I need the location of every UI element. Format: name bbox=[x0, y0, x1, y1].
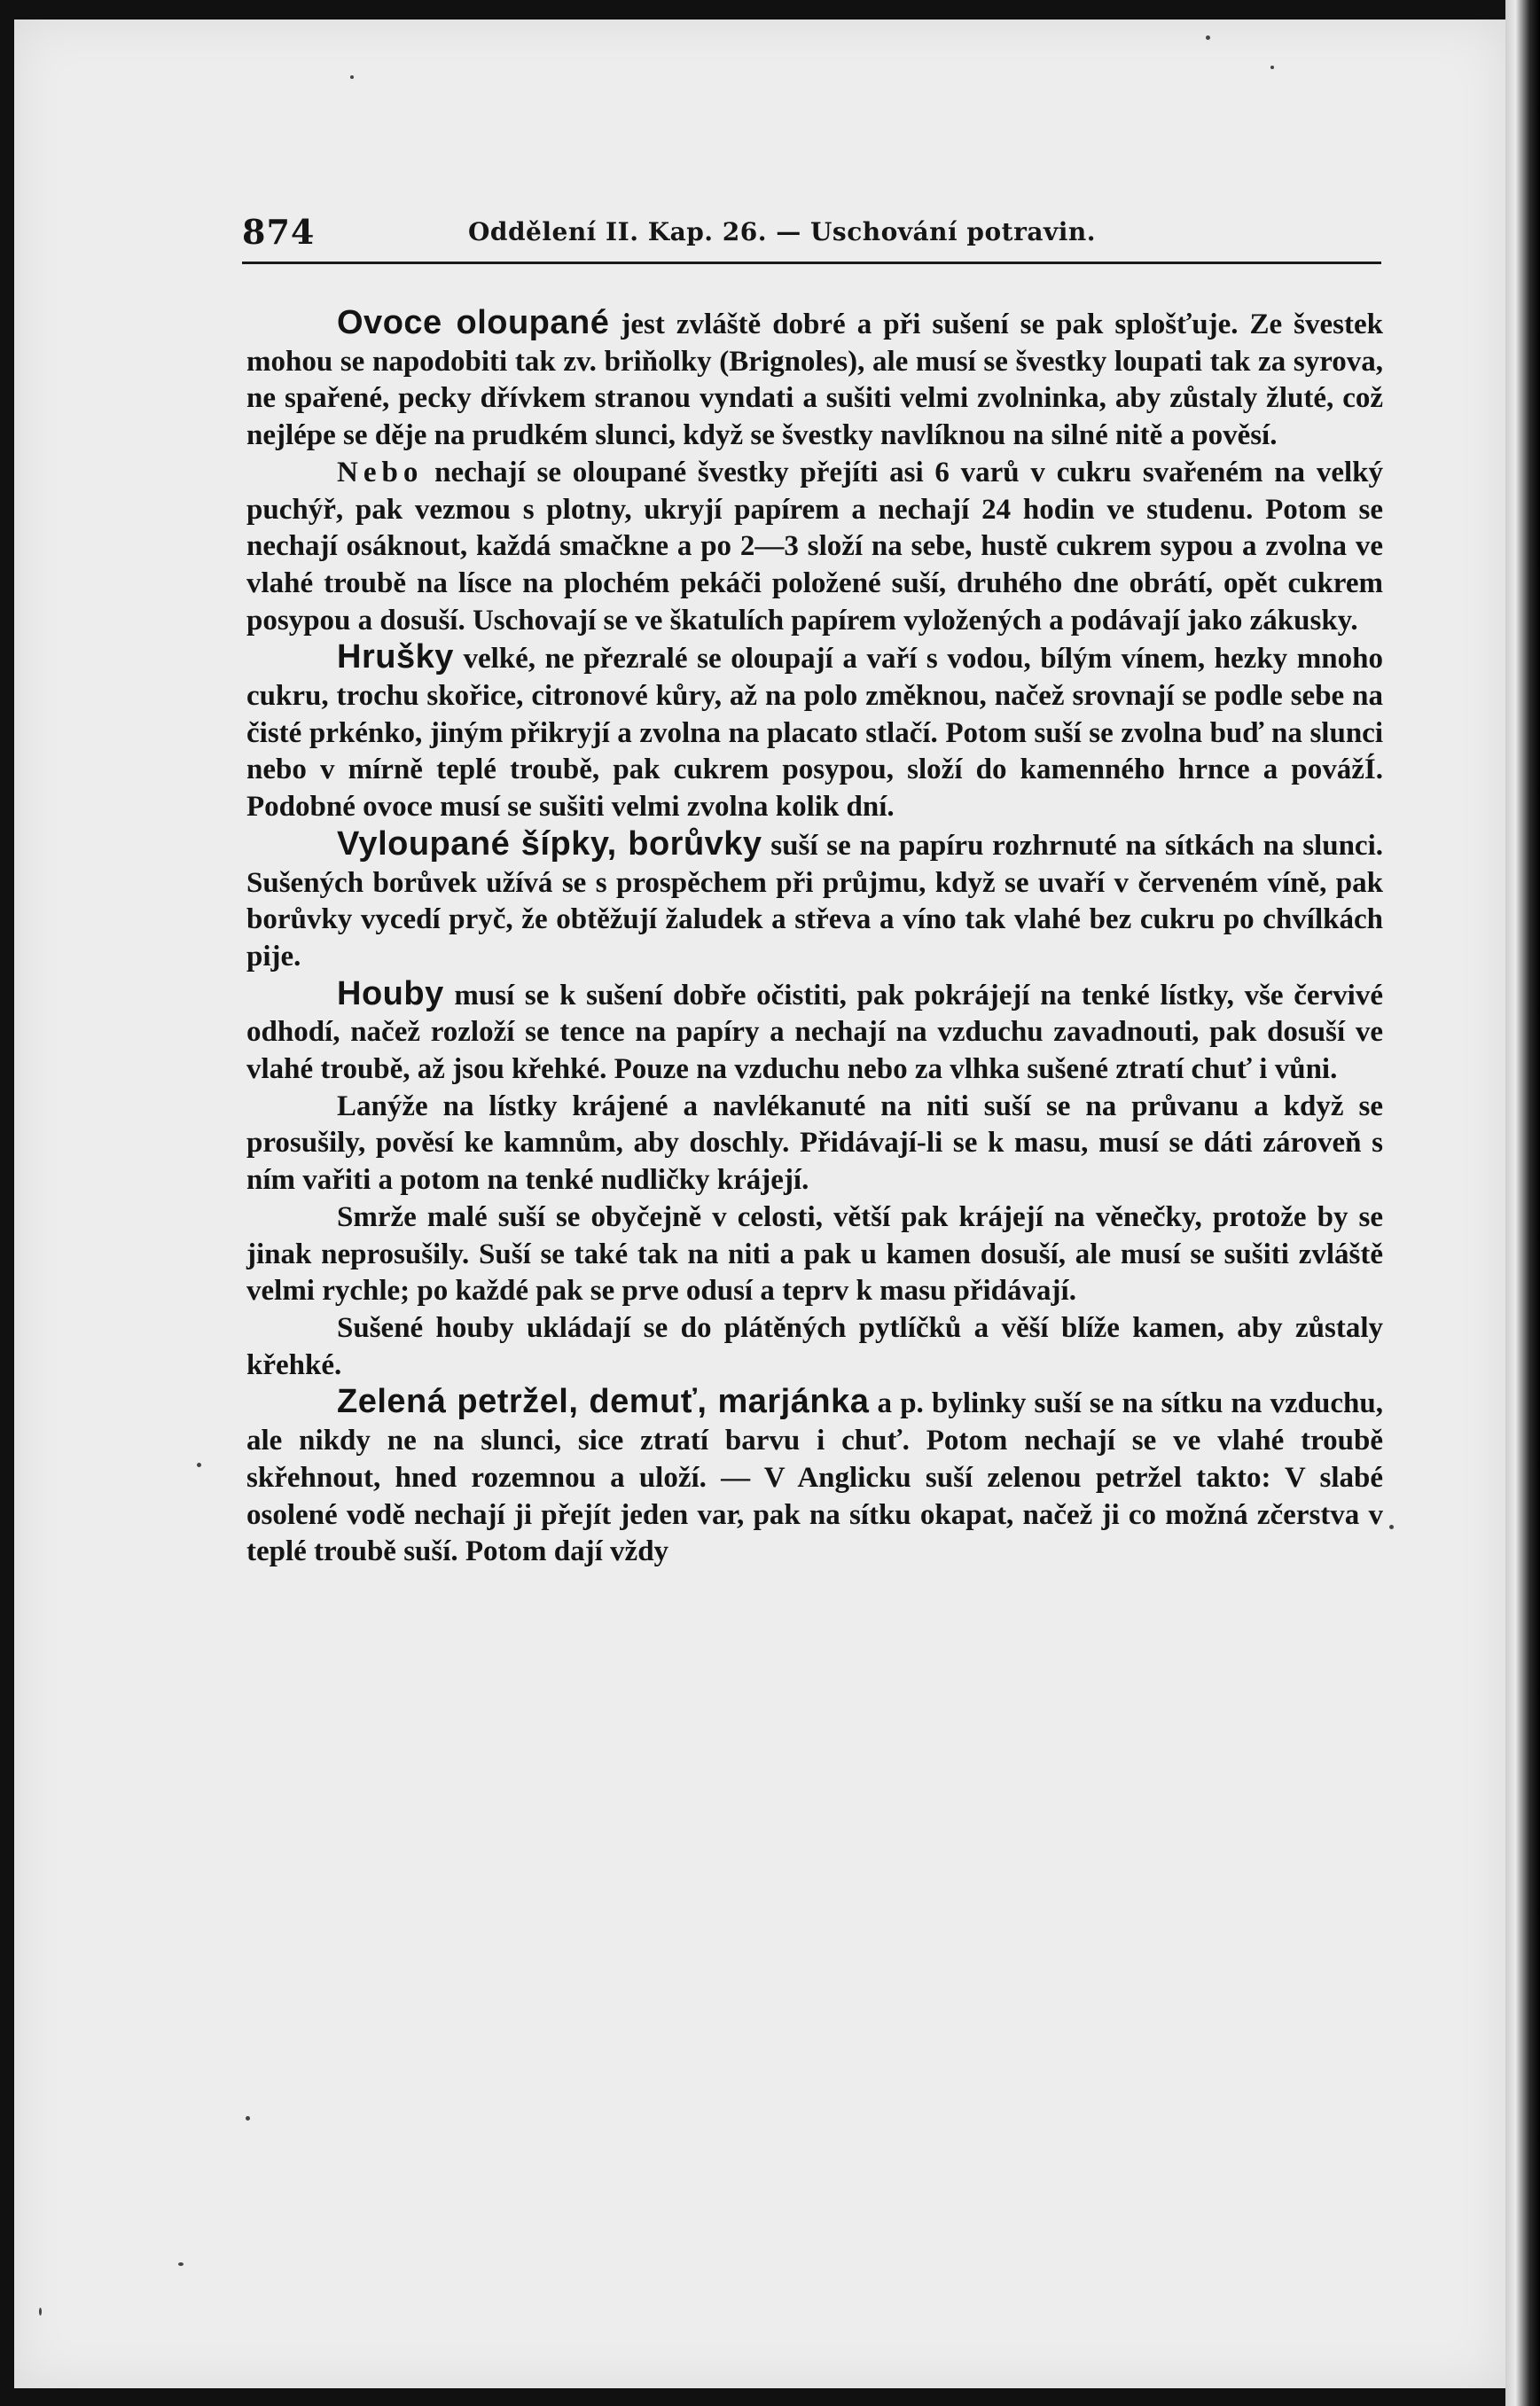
paragraph bbox=[246, 826, 1383, 976]
paragraph bbox=[246, 639, 1383, 826]
paragraph-text: Lanýže na lístky krájené a navlékanuté na niti suší se na průvanu a když se prosušily, pověsí ke kamnům, aby doschly. Přidávají-li se k masu, musí se dáti zároveň s ním vařiti a potom na tenké nudličky krájejí. bbox=[246, 1090, 1383, 1197]
scan-speck bbox=[1389, 1525, 1394, 1529]
paragraph bbox=[246, 1199, 1383, 1310]
paragraph-lead: Nebo bbox=[337, 456, 424, 488]
paragraph-lead: Hrušky bbox=[337, 638, 454, 676]
scan-speck bbox=[1270, 66, 1274, 69]
paragraph-lead: Ovoce oloupané bbox=[337, 304, 610, 341]
paragraph bbox=[246, 1089, 1383, 1199]
paragraph-text: jest zvláště dobré a při sušení se pak splošťuje. Ze švestek mohou se napodobiti tak zv. briňolky (Brignoles), ale musí se švestky loupati tak za syrova, ne spařené, pecky dřívkem stranou vyndati a sušiti velmi zvolninka, aby zůstaly žluté, což nejlépe se děje na prudkém slunci, když se švestky navlíknou na silné nitě a pověsí. bbox=[246, 309, 1383, 452]
paragraph-lead: Vyloupané šípky, borůvky bbox=[337, 824, 762, 863]
paragraph-text: velké, ne přezralé se oloupají a vaří s vodou, bílým vínem, hezky mnoho cukru, trochu skořice, citronové kůry, až na polo změknou, načež srovnají se podle sebe na čisté prkénko, jiným přikryjí a zvolna na placato stlačí. Potom suší se zvolna buď na slunci nebo v mírně teplé troubě, pak cukrem posypou, složí do kamenného hrnce a povážÍ. Podobné ovoce musí se sušiti velmi zvolna kolik dní. bbox=[246, 643, 1383, 824]
paragraph bbox=[246, 455, 1383, 640]
paragraph-text: Sušené houby ukládají se do plátěných pytlíčků a věší blíže kamen, aby zůstaly křehké. bbox=[246, 1311, 1383, 1381]
running-head: Oddělení II. Kap. 26. — Uschování potravin. bbox=[468, 217, 1097, 246]
scan-speck bbox=[246, 2116, 250, 2121]
scan-speck bbox=[197, 1463, 201, 1467]
page-edge-shadow bbox=[1505, 0, 1540, 2406]
paragraph bbox=[246, 976, 1383, 1089]
scan-speck bbox=[39, 2308, 42, 2316]
paragraph-text: nechají se oloupané švestky přejíti asi 6 varů v cukru svařeném na velký puchýř, pak vezmou s plotny, ukryjí papírem a nechají 24 hodin ve studenu. Potom se nechají osáknout, každá smačkne a po 2—3 složí na sebe, hustě cukrem sypou a zvolna ve vlahé troubě na lísce na plochém pekáči položené suší, druhého dne obrátí, opět cukrem posypou a dosuší. Uschovají se ve škatulích papírem vyložených a podávají jako zákusky. bbox=[246, 456, 1383, 637]
paragraph-text: suší se na papíru rozhrnuté na sítkách na slunci. Sušených borůvek užívá se s prospěchem při průjmu, když se uvaří v červeném víně, pak borůvky vycedí pryč, že obtěžují žaludek a střeva a víno tak vlahé bez cukru po chvílkách pije. bbox=[246, 829, 1383, 973]
scan-speck bbox=[350, 75, 354, 79]
paragraph bbox=[246, 305, 1383, 455]
page-number: 874 bbox=[242, 212, 316, 252]
paragraph-text: Smrže malé suší se obyčejně v celosti, větší pak krájejí na věnečky, protože by se jinak neprosušily. Suší se také tak na niti a pak u kamen dosuší, ale musí se sušiti zvláště velmi rychle; po každé pak se prve odusí a teprv k masu přidávají. bbox=[246, 1200, 1383, 1308]
paragraph-lead: Houby bbox=[337, 974, 444, 1012]
scan-speck bbox=[178, 2262, 184, 2266]
paragraph-text: musí se k sušení dobře očistiti, pak pokrájejí na tenké lístky, vše červivé odhodí, načež rozloží se tence na papíry a nechají na vzduchu zavadnouti, pak dosuší ve vlahé troubě, až jsou křehké. Pouze na vzduchu nebo za vlhka sušené ztratí chuť i vůni. bbox=[246, 979, 1383, 1086]
paragraph-lead: Zelená petržel, demuť, marjánka bbox=[337, 1383, 870, 1421]
body-text bbox=[246, 305, 1383, 1571]
paragraph bbox=[246, 1384, 1383, 1571]
paragraph bbox=[246, 1310, 1383, 1384]
paragraph-text: a p. bylinky suší se na sítku na vzduchu, ale nikdy ne na slunci, sice ztratí barvu i chuť. Potom nechají se ve vlahé troubě skřehnout, hned rozemnou a uloží. — V Anglicku suší zelenou petržel takto: V slabé osolené vodě nechají ji přejít jeden var, pak na sítku okapat, načež ji co možná zčerstva v teplé troubě suší. Potom dají vždy bbox=[246, 1387, 1383, 1568]
page-header bbox=[242, 208, 1381, 264]
scan-speck bbox=[1206, 35, 1210, 40]
